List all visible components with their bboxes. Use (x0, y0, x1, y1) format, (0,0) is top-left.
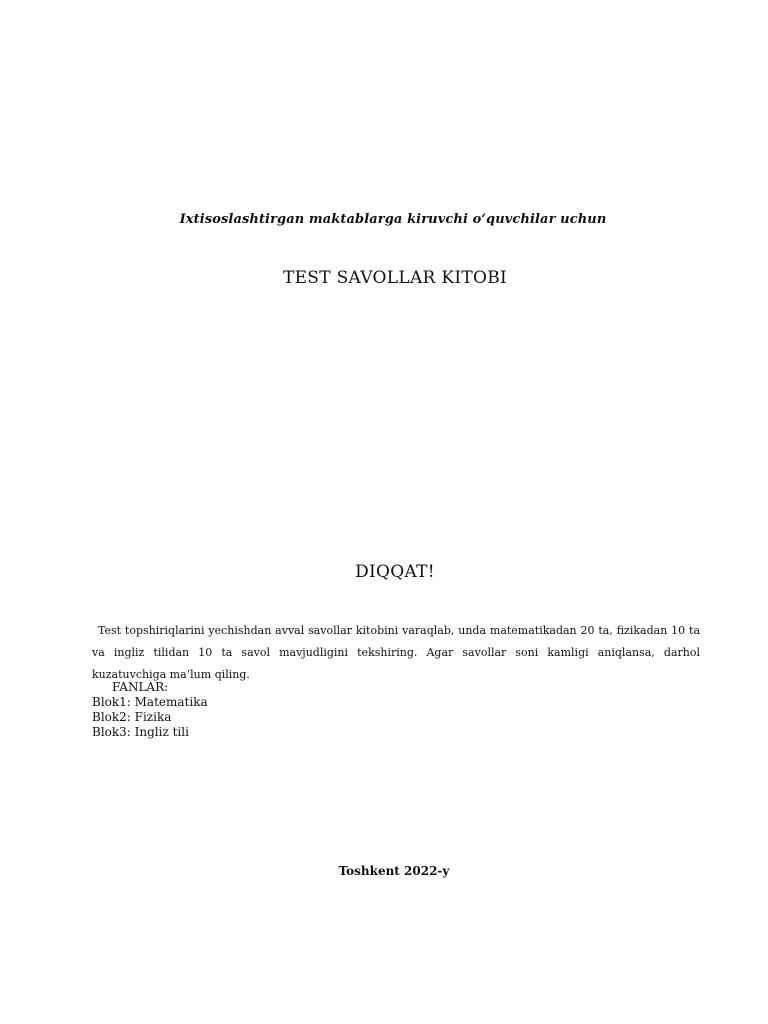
subject-item-block2: Blok2: Fizika (92, 710, 172, 724)
attention-heading: DIQQAT! (355, 562, 435, 582)
document-subtitle: Ixtisoslashtirgan maktablarga kiruvchi o‘quvchilar uchun (179, 212, 607, 227)
subject-item-block3: Blok3: Ingliz tili (92, 725, 189, 739)
notice-paragraph: Test topshiriqlarini yechishdan avval savollar kitobini varaqlab, unda matematikadan 20 ta, fizikadan 10 ta va ingliz tilidan 10 ta savol mavjudligini tekshiring. Agar savollar soni kamligi aniqlansa, darhol kuzatuvchiga ma‘lum qiling. (92, 624, 700, 681)
subjects-list (92, 680, 492, 740)
subject-item-block1: Blok1: Matematika (92, 695, 208, 709)
document-title: TEST SAVOLLAR KITOBI (282, 268, 508, 288)
subjects-heading: FANLAR: (112, 680, 169, 694)
footer-place-year: Toshkent 2022-y (338, 864, 450, 878)
